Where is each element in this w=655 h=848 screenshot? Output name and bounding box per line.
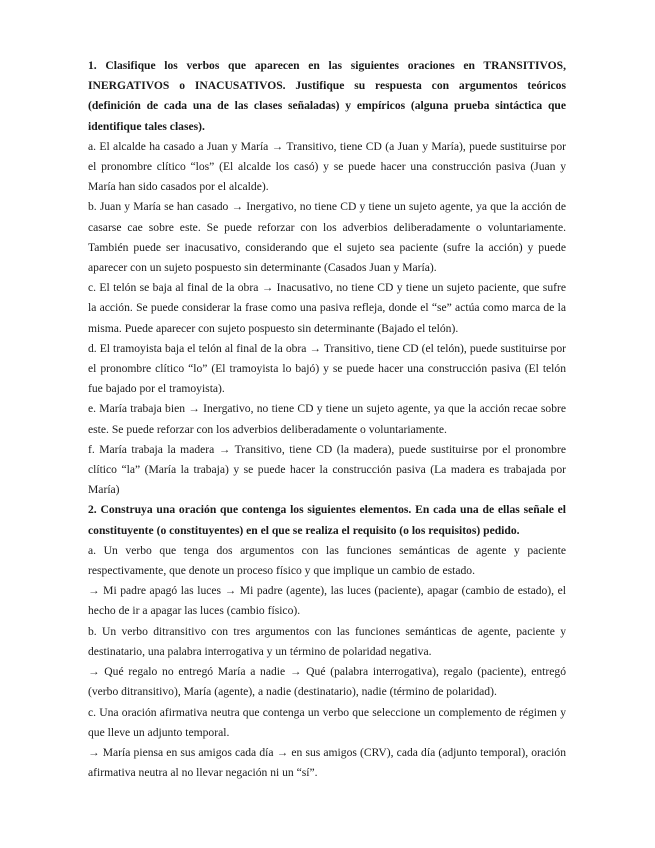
answer-1d: d. El tramoyista baja el telón al final de la obra → Transitivo, tiene CD (el telón), puede sustituirse por el pronombre clítico “lo” (El tramoyista lo bajó) y se puede hacer una construcción pasiva (El telón fue bajado por el tramoyista). bbox=[88, 341, 566, 396]
prompt-2c: c. Una oración afirmativa neutra que contenga un verbo que seleccione un complemento de régimen y que lleve un adjunto temporal. bbox=[88, 705, 566, 739]
answer-1c: c. El telón se baja al final de la obra → Inacusativo, no tiene CD y tiene un sujeto paciente, que sufre la acción. Se puede considerar la frase como una pasiva refleja, donde el “se” actúa como marca de la misma. Puede aparecer con sujeto pospuesto sin determinante (Bajado el telón). bbox=[88, 281, 566, 335]
answer-2c: → María piensa en sus amigos cada día → en sus amigos (CRV), cada día (adjunto temporal), oración afirmativa neutra al no llevar negación ni un “sí”. bbox=[88, 745, 566, 780]
answer-1e: e. María trabaja bien → Inergativo, no tiene CD y tiene un sujeto agente, ya que la acción recae sobre este. Se puede reforzar con los adverbios deliberadamente o voluntariamente. bbox=[88, 402, 566, 436]
answer-1a: a. El alcalde ha casado a Juan y María → Transitivo, tiene CD (a Juan y María), puede sustituirse por el pronombre clítico “los” (El alcalde los casó) y se puede hacer una construcción pasiva (Juan y María han sido casados por el alcalde). bbox=[88, 139, 566, 194]
document-page bbox=[88, 56, 566, 783]
answer-2a: → Mi padre apagó las luces → Mi padre (agente), las luces (paciente), apagar (cambio de estado), el hecho de ir a apagar las luces (cambio físico). bbox=[88, 584, 566, 618]
answer-1f: f. María trabaja la madera → Transitivo, tiene CD (la madera), puede sustituirse por el pronombre clítico “la” (María la trabaja) y se puede hacer la construcción pasiva (La madera es trabajada por María) bbox=[88, 442, 566, 497]
answer-2b: → Qué regalo no entregó María a nadie → Qué (palabra interrogativa), regalo (paciente), entregó (verbo ditransitivo), María (agente), a nadie (destinatario), nadie (término de polaridad). bbox=[88, 665, 566, 699]
answer-1b: b. Juan y María se han casado → Inergativo, no tiene CD y tiene un sujeto agente, ya que la acción de casarse cae sobre este. Se puede reforzar con los adverbios deliberadamente o voluntariamente. También puede ser inacusativo, considerando que el sujeto sea paciente (sufre la acción) y puede aparecer con un sujeto pospuesto sin determinante (Casados Juan y María). bbox=[88, 200, 566, 275]
question-1-heading: 1. Clasifique los verbos que aparecen en las siguientes oraciones en TRANSITIVOS, INERGATIVOS o INACUSATIVOS. Justifique su respuesta con argumentos teóricos (definición de cada una de las clases señaladas) y empíricos (alguna prueba sintáctica que identifique tales clases). bbox=[88, 59, 566, 133]
question-2-heading: 2. Construya una oración que contenga los siguientes elementos. En cada una de ellas señale el constituyente (o constituyentes) en el que se realiza el requisito (o los requisitos) pedido. bbox=[88, 503, 566, 537]
prompt-2b: b. Un verbo ditransitivo con tres argumentos con las funciones semánticas de agente, paciente y destinatario, una palabra interrogativa y un término de polaridad negativa. bbox=[88, 624, 566, 658]
prompt-2a: a. Un verbo que tenga dos argumentos con las funciones semánticas de agente y paciente respectivamente, que denote un proceso físico y que implique un cambio de estado. bbox=[88, 543, 566, 578]
